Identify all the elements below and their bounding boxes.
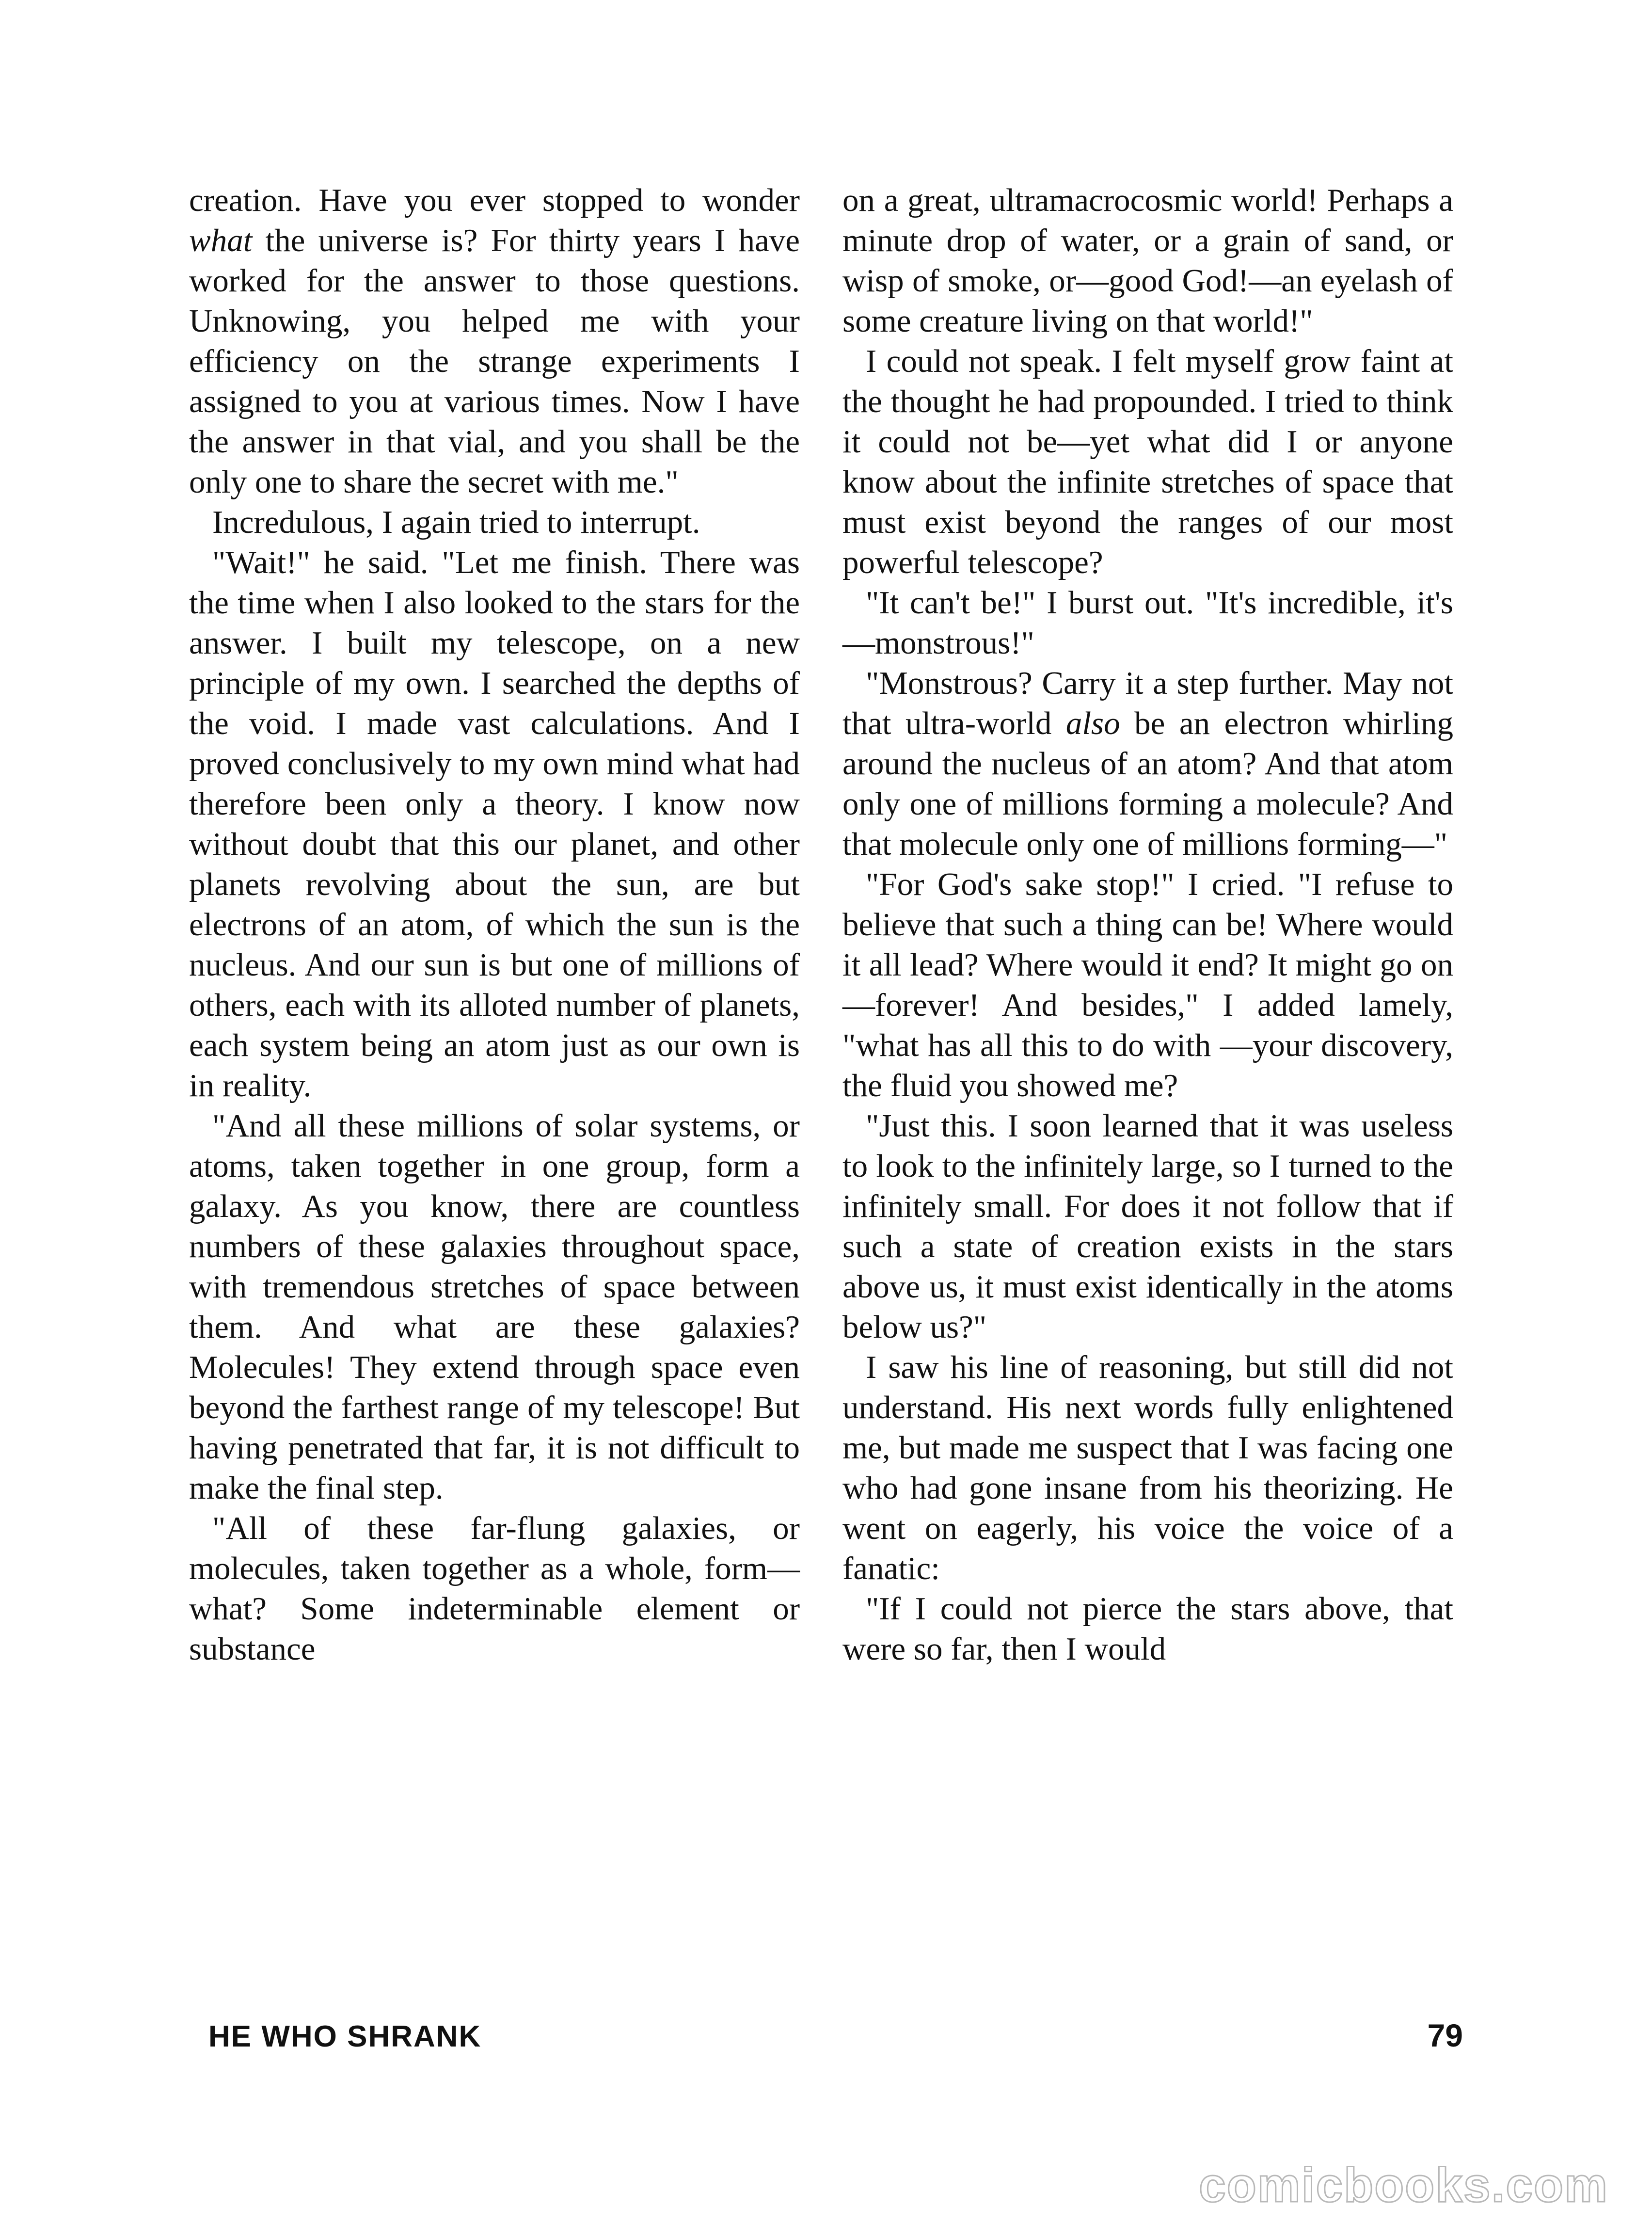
paragraph: "All of these far-flung galaxies, or molecules, taken together as a whole, form—what? Some indeterminable element or substance xyxy=(189,1510,800,1667)
page-number: 79 xyxy=(1427,2017,1463,2053)
paragraph: I saw his line of reasoning, but still did not understand. His next words fully enlightened me, but made me suspect that I was facing one who had gone insane from his theorizing. He went on eagerly, his voice the voice of a fanatic: xyxy=(842,1349,1453,1586)
text-span: "Monstrous? Carry it a step further. May not that ultra-world xyxy=(842,665,1453,741)
paragraph: "It can't be!" I burst out. "It's incredible, it's—monstrous!" xyxy=(842,585,1453,661)
text-span: be an electron whirling around the nucleus of an atom? And that atom only one of millions forming a molecule? And that molecule only one of millions forming—" xyxy=(842,705,1453,862)
emphasis-text: also xyxy=(1065,705,1120,741)
text-column-right xyxy=(842,180,1453,1669)
paragraph: "Wait!" he said. "Let me finish. There was the time when I also looked to the stars for the answer. I built my telescope, on a new principle of my own. I searched the depths of the void. I made vast calculations. And I proved conclusively to my own mind what had therefore been only a theory. I know now without doubt that this our planet, and other planets revolving about the sun, are but electrons of an atom, of which the sun is the nucleus. And our sun is but one of millions of others, each with its alloted number of planets, each system being an atom just as our own is in reality. xyxy=(189,544,800,1104)
paragraph: "And all these millions of solar systems, or atoms, taken together in one group, form a galaxy. As you know, there are countless numbers of these galaxies throughout space, with tremendous stretches of space between them. And what are these galaxies? Molecules! They extend through space even beyond the farthest range of my telescope! But having penetrated that far, it is not difficult to make the final step. xyxy=(189,1108,800,1506)
paragraph: "For God's sake stop!" I cried. "I refuse to believe that such a thing can be! Where would it all lead? Where would it end? It might go on —forever! And besides," I added lamely, "what has all this to do with —your discovery, the fluid you showed me? xyxy=(842,866,1453,1104)
paragraph xyxy=(842,663,1453,864)
running-title: HE WHO SHRANK xyxy=(208,2020,482,2053)
emphasis-text: what xyxy=(189,223,253,258)
paragraph: Incredulous, I again tried to interrupt. xyxy=(212,504,700,540)
paragraph: "Just this. I soon learned that it was useless to look to the infinitely large, so I turned to the infinitely small. For does it not follow that if such a state of creation exists in the stars above us, it must exist identically in the atoms below us?" xyxy=(842,1108,1453,1345)
text-span: the universe is? For thirty years I have worked for the answer to those questions. Unknowing, you helped me with your efficiency on the strange experiments I assigned to you at various times. Now I have the answer in that vial, and you shall be the only one to share the secret with me." xyxy=(189,223,800,500)
paragraph: I could not speak. I felt myself grow faint at the thought he had propounded. I tried to think it could not be—yet what did I or anyone know about the infinite stretches of space that must exist beyond the ranges of our most powerful telescope? xyxy=(842,343,1453,580)
paragraph: "If I could not pierce the stars above, that were so far, then I would xyxy=(842,1591,1453,1667)
text-column-left xyxy=(189,180,800,1669)
paragraph: on a great, ultramacrocosmic world! Perhaps a minute drop of water, or a grain of sand, or wisp of smoke, or—good God!—an eyelash of some creature living on that world!" xyxy=(842,182,1453,339)
text-span: creation. Have you ever stopped to wonder xyxy=(189,182,800,218)
watermark: comicbooks.com xyxy=(1199,2158,1608,2212)
paragraph xyxy=(189,180,800,502)
